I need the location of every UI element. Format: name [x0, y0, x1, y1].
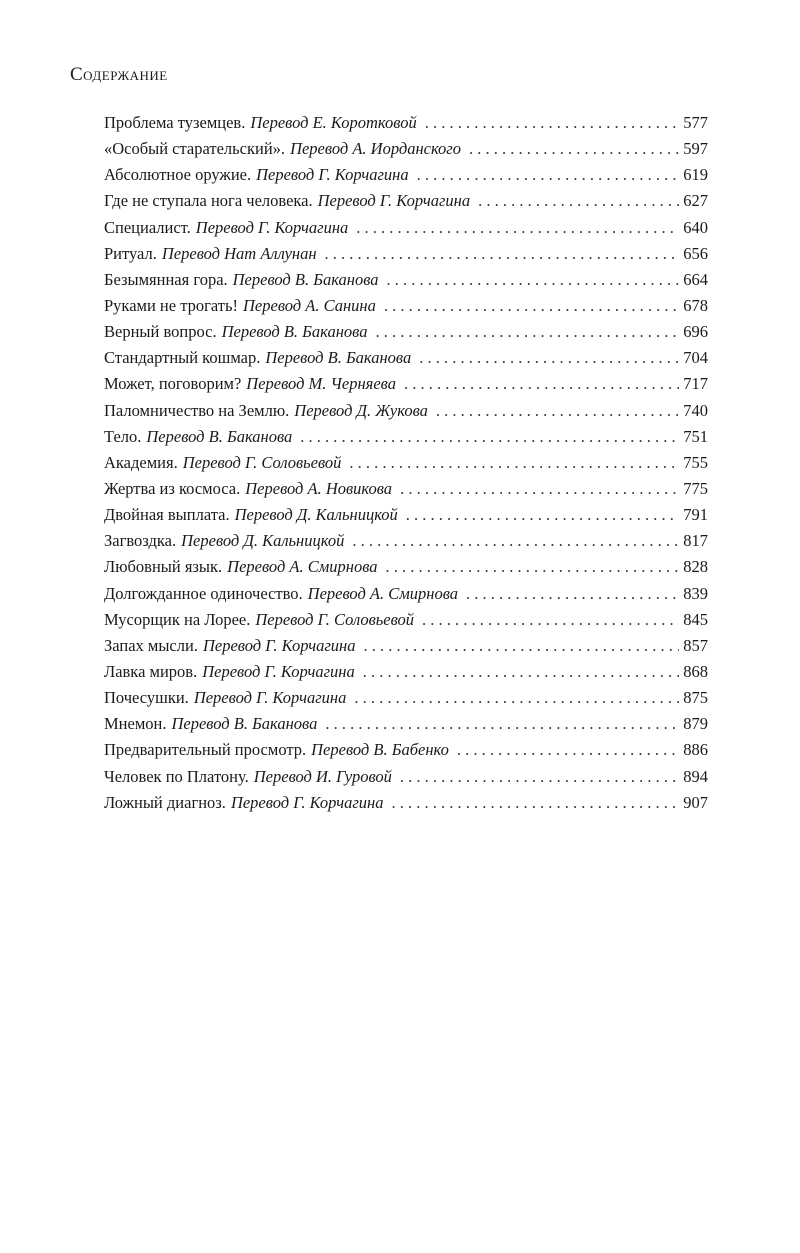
dot-leader	[425, 113, 680, 133]
entry-title: Верный вопрос.	[104, 322, 217, 342]
entry-page-number: 875	[683, 688, 708, 708]
dot-leader	[300, 427, 679, 447]
entry-title: Руками не трогать!	[104, 295, 238, 315]
entry-title: Академия.	[104, 452, 178, 472]
toc-entry	[104, 113, 708, 139]
toc-entry	[104, 296, 708, 322]
dot-leader	[457, 740, 679, 760]
entry-translator: Перевод Д. Кальницкой	[181, 531, 345, 551]
running-head: Содержание	[70, 64, 168, 85]
entry-page-number: 857	[683, 635, 708, 655]
entry-title: Паломничество на Землю.	[104, 400, 290, 420]
dot-leader	[363, 636, 679, 656]
toc-entry	[104, 662, 708, 688]
dot-leader	[384, 296, 679, 316]
toc-entry	[104, 322, 708, 348]
entry-page-number: 845	[683, 609, 708, 629]
entry-title: Двойная выплата.	[104, 505, 230, 525]
entry-translator: Перевод А. Смирнова	[307, 583, 459, 603]
entry-translator: Перевод Д. Жукова	[294, 400, 428, 420]
dot-leader	[400, 767, 679, 787]
entry-title: Ритуал.	[104, 243, 157, 263]
entry-translator: Перевод И. Гуровой	[253, 766, 392, 786]
entry-page-number: 879	[683, 714, 708, 734]
toc-entry	[104, 191, 708, 217]
entry-page-number: 597	[683, 139, 708, 159]
dot-leader	[325, 244, 680, 264]
entry-title: Мнемон.	[104, 714, 167, 734]
toc-entry	[104, 218, 708, 244]
entry-translator: Перевод Г. Корчагина	[195, 217, 349, 237]
entry-translator: Перевод Г. Соловьевой	[182, 452, 342, 472]
toc-entry	[104, 714, 708, 740]
entry-title: Загвоздка.	[104, 531, 177, 551]
entry-page-number: 656	[683, 243, 708, 263]
entry-translator: Перевод Г. Корчагина	[193, 688, 347, 708]
dot-leader	[356, 218, 679, 238]
entry-page-number: 907	[683, 792, 708, 812]
dot-leader	[422, 610, 679, 630]
entry-page-number: 627	[683, 191, 708, 211]
dot-leader	[349, 453, 679, 473]
toc-entry	[104, 505, 708, 531]
dot-leader	[469, 139, 679, 159]
entry-translator: Перевод Г. Корчагина	[317, 191, 471, 211]
entry-translator: Перевод Г. Корчагина	[256, 165, 409, 185]
entry-page-number: 868	[683, 661, 708, 681]
entry-title: Безымянная гора.	[104, 269, 228, 289]
entry-translator: Перевод Д. Кальницкой	[234, 505, 398, 525]
dot-leader	[352, 531, 679, 551]
entry-page-number: 696	[683, 322, 708, 342]
entry-translator: Перевод Г. Корчагина	[230, 792, 384, 812]
entry-page-number: 828	[683, 557, 708, 577]
toc-entry	[104, 401, 708, 427]
entry-page-number: 775	[683, 478, 708, 498]
dot-leader	[375, 322, 679, 342]
entry-title: Ложный диагноз.	[104, 792, 226, 812]
entry-page-number: 755	[683, 452, 708, 472]
entry-translator: Перевод Нат Аллунан	[161, 243, 317, 263]
entry-title: Где не ступала нога человека.	[104, 191, 313, 211]
entry-page-number: 717	[683, 374, 708, 394]
entry-title: Предварительный просмотр.	[104, 740, 307, 760]
entry-page-number: 678	[683, 295, 708, 315]
entry-title: Мусорщик на Лорее.	[104, 609, 251, 629]
toc-entry	[104, 610, 708, 636]
entry-page-number: 577	[683, 113, 708, 132]
dot-leader	[436, 401, 679, 421]
entry-translator: Перевод А. Иорданского	[290, 139, 461, 159]
entry-translator: Перевод А. Санина	[243, 295, 376, 315]
entry-page-number: 740	[683, 400, 708, 420]
entry-title: Почесушки.	[104, 688, 189, 708]
dot-leader	[354, 688, 679, 708]
entry-title: Специалист.	[104, 217, 191, 237]
toc-entry	[104, 374, 708, 400]
entry-title: «Особый старательский».	[104, 139, 286, 159]
entry-page-number: 619	[683, 165, 708, 185]
entry-translator: Перевод В. Баканова	[221, 322, 368, 342]
entry-translator: Перевод В. Баканова	[232, 269, 379, 289]
toc-entry	[104, 531, 708, 557]
entry-page-number: 839	[683, 583, 708, 603]
entry-translator: Перевод В. Баканова	[146, 426, 293, 446]
entry-translator: Перевод В. Баканова	[171, 714, 318, 734]
entry-page-number: 791	[683, 505, 708, 525]
entry-translator: Перевод А. Смирнова	[227, 557, 378, 577]
dot-leader	[391, 793, 679, 813]
entry-title: Тело.	[104, 426, 142, 446]
toc-entry	[104, 767, 708, 793]
entry-title: Жертва из космоса.	[104, 478, 241, 498]
entry-translator: Перевод Г. Соловьевой	[255, 609, 415, 629]
entry-page-number: 704	[683, 348, 708, 368]
dot-leader	[419, 348, 679, 368]
dot-leader	[363, 662, 680, 682]
dot-leader	[466, 584, 679, 604]
toc-entry	[104, 165, 708, 191]
entry-page-number: 894	[683, 766, 708, 786]
entry-title: Запах мысли.	[104, 635, 198, 655]
dot-leader	[400, 479, 679, 499]
toc-entry	[104, 244, 708, 270]
entry-title: Долгожданное одиночество.	[104, 583, 303, 603]
entry-translator: Перевод Г. Корчагина	[202, 635, 356, 655]
entry-translator: Перевод А. Новикова	[245, 478, 393, 498]
toc-entry	[104, 688, 708, 714]
dot-leader	[387, 270, 680, 290]
toc-entry	[104, 557, 708, 583]
entry-title: Проблема туземцев.	[104, 113, 246, 132]
entry-title: Абсолютное оружие.	[104, 165, 252, 185]
entry-page-number: 664	[683, 269, 708, 289]
dot-leader	[386, 557, 680, 577]
toc-entry	[104, 139, 708, 165]
entry-title: Может, поговорим?	[104, 374, 242, 394]
entry-translator: Перевод Е. Коротковой	[250, 113, 417, 132]
entry-title: Стандартный кошмар.	[104, 348, 261, 368]
toc-entry	[104, 427, 708, 453]
dot-leader	[404, 374, 679, 394]
entry-title: Лавка миров.	[104, 661, 198, 681]
entry-translator: Перевод В. Баканова	[265, 348, 412, 368]
entry-translator: Перевод М. Черняева	[246, 374, 396, 394]
entry-translator: Перевод В. Бабенко	[311, 740, 449, 760]
toc-entry	[104, 270, 708, 296]
entry-page-number: 751	[683, 426, 708, 446]
entry-page-number: 640	[683, 217, 708, 237]
entry-title: Человек по Платону.	[104, 766, 249, 786]
dot-leader	[478, 191, 679, 211]
toc-entry	[104, 453, 708, 479]
toc-entry	[104, 793, 708, 819]
toc-entry	[104, 584, 708, 610]
entry-page-number: 817	[683, 531, 708, 551]
entry-translator: Перевод Г. Корчагина	[202, 661, 355, 681]
table-of-contents	[104, 113, 708, 819]
dot-leader	[325, 714, 679, 734]
dot-leader	[406, 505, 679, 525]
entry-page-number: 886	[683, 740, 708, 760]
toc-entry	[104, 636, 708, 662]
dot-leader	[417, 165, 680, 185]
toc-entry	[104, 479, 708, 505]
entry-title: Любовный язык.	[104, 557, 223, 577]
toc-entry	[104, 348, 708, 374]
toc-entry	[104, 740, 708, 766]
